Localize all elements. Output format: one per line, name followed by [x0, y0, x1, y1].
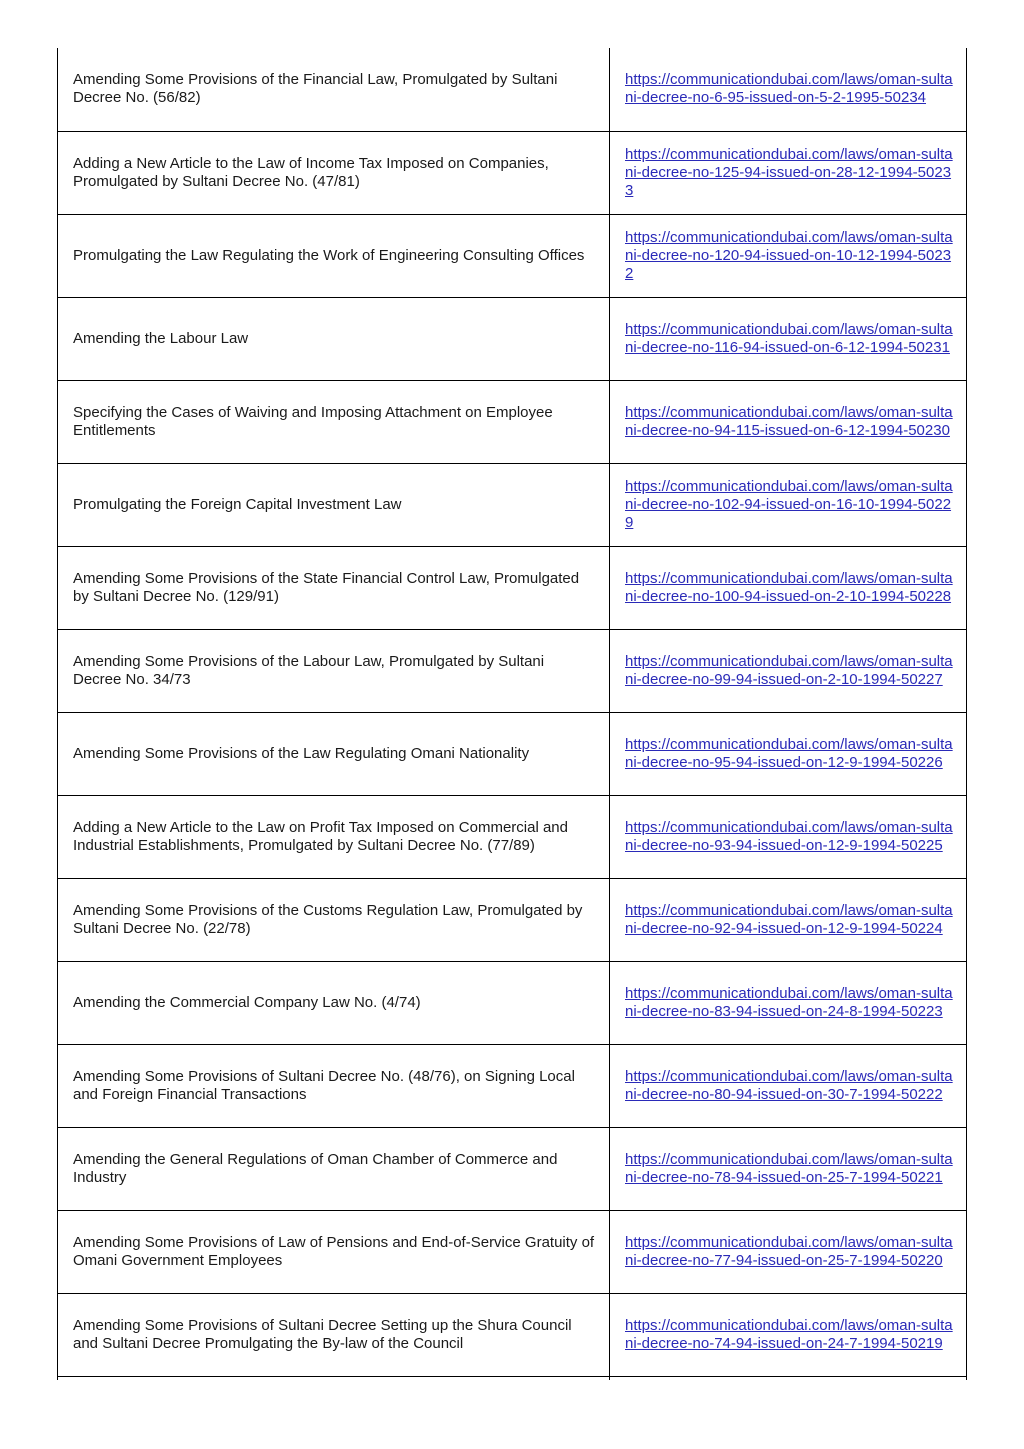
table-row — [58, 1127, 967, 1210]
decree-link-cell — [610, 878, 967, 961]
decree-link[interactable]: https://communicationdubai.com/laws/oman-sultani-decree-no-74-94-issued-on-24-7-1994-50219 — [625, 1316, 953, 1352]
decree-title: Promulgating the Foreign Capital Investment Law — [73, 495, 402, 513]
table-row — [58, 380, 967, 463]
decree-table-container — [57, 48, 966, 1380]
decree-link-cell — [610, 1210, 967, 1293]
table-row — [58, 297, 967, 380]
decree-title-cell — [58, 546, 610, 629]
table-row — [58, 878, 967, 961]
decree-table — [57, 48, 967, 1380]
decree-link-cell — [610, 1293, 967, 1376]
decree-link[interactable]: https://communicationdubai.com/laws/oman-sultani-decree-no-80-94-issued-on-30-7-1994-50222 — [625, 1067, 953, 1103]
table-row — [58, 131, 967, 214]
decree-link-cell — [610, 712, 967, 795]
decree-link[interactable]: https://communicationdubai.com/laws/oman-sultani-decree-no-99-94-issued-on-2-10-1994-50227 — [625, 652, 953, 688]
table-row — [58, 795, 967, 878]
table-row — [58, 629, 967, 712]
table-row — [58, 1044, 967, 1127]
table-row — [58, 1293, 967, 1376]
decree-title-cell — [58, 961, 610, 1044]
decree-title-cell — [58, 214, 610, 297]
decree-link[interactable]: https://communicationdubai.com/laws/oman-sultani-decree-no-116-94-issued-on-6-12-1994-50231 — [625, 320, 953, 356]
decree-title-cell — [58, 48, 610, 131]
decree-link-cell — [610, 546, 967, 629]
continuation-cell — [610, 1376, 967, 1380]
decree-title: Amending the General Regulations of Oman Chamber of Commerce and Industry — [73, 1150, 558, 1186]
decree-link-cell — [610, 795, 967, 878]
decree-title: Adding a New Article to the Law on Profit Tax Imposed on Commercial and Industrial Establishments, Promulgated by Sultani Decree No. (77/89) — [73, 818, 568, 854]
decree-title-cell — [58, 629, 610, 712]
decree-title-cell — [58, 878, 610, 961]
table-row — [58, 214, 967, 297]
table-row — [58, 48, 967, 131]
decree-title: Amending Some Provisions of the Law Regulating Omani Nationality — [73, 744, 530, 762]
decree-title: Adding a New Article to the Law of Income Tax Imposed on Companies, Promulgated by Sultani Decree No. (47/81) — [73, 154, 549, 190]
table-row — [58, 463, 967, 546]
decree-link[interactable]: https://communicationdubai.com/laws/oman-sultani-decree-no-120-94-issued-on-10-12-1994-50232 — [625, 228, 953, 282]
decree-link[interactable]: https://communicationdubai.com/laws/oman-sultani-decree-no-78-94-issued-on-25-7-1994-50221 — [625, 1150, 953, 1186]
table-row — [58, 546, 967, 629]
decree-title-cell — [58, 297, 610, 380]
decree-title: Specifying the Cases of Waiving and Imposing Attachment on Employee Entitlements — [73, 403, 553, 439]
decree-link-cell — [610, 297, 967, 380]
decree-link-cell — [610, 1127, 967, 1210]
decree-title-cell — [58, 131, 610, 214]
decree-title-cell — [58, 463, 610, 546]
decree-title: Amending Some Provisions of the Customs Regulation Law, Promulgated by Sultani Decree No. (22/78) — [73, 901, 583, 937]
decree-table-body — [58, 48, 967, 1380]
table-row — [58, 961, 967, 1044]
decree-title-cell — [58, 1210, 610, 1293]
decree-title-cell — [58, 1127, 610, 1210]
decree-title: Amending Some Provisions of the State Financial Control Law, Promulgated by Sultani Decree No. (129/91) — [73, 569, 580, 605]
decree-title: Amending Some Provisions of the Labour Law, Promulgated by Sultani Decree No. 34/73 — [73, 652, 545, 688]
decree-link-cell — [610, 629, 967, 712]
table-row — [58, 1210, 967, 1293]
decree-link-cell — [610, 961, 967, 1044]
continuation-cell — [58, 1376, 610, 1380]
decree-link[interactable]: https://communicationdubai.com/laws/oman-sultani-decree-no-94-115-issued-on-6-12-1994-50230 — [625, 403, 953, 439]
decree-title-cell — [58, 795, 610, 878]
decree-link-cell — [610, 131, 967, 214]
table-continuation-row — [58, 1376, 967, 1380]
decree-link[interactable]: https://communicationdubai.com/laws/oman-sultani-decree-no-77-94-issued-on-25-7-1994-50220 — [625, 1233, 953, 1269]
decree-link-cell — [610, 380, 967, 463]
decree-link-cell — [610, 214, 967, 297]
decree-title: Amending Some Provisions of the Financial Law, Promulgated by Sultani Decree No. (56/82) — [73, 71, 558, 107]
decree-title: Amending the Labour Law — [73, 329, 249, 347]
decree-title-cell — [58, 380, 610, 463]
decree-link-cell — [610, 463, 967, 546]
decree-link[interactable]: https://communicationdubai.com/laws/oman-sultani-decree-no-95-94-issued-on-12-9-1994-50226 — [625, 735, 953, 771]
decree-title-cell — [58, 1293, 610, 1376]
decree-link[interactable]: https://communicationdubai.com/laws/oman-sultani-decree-no-83-94-issued-on-24-8-1994-50223 — [625, 984, 953, 1020]
decree-link[interactable]: https://communicationdubai.com/laws/oman-sultani-decree-no-6-95-issued-on-5-2-1995-50234 — [625, 71, 953, 107]
decree-title: Amending the Commercial Company Law No. (4/74) — [73, 993, 421, 1011]
decree-title-cell — [58, 1044, 610, 1127]
decree-title: Amending Some Provisions of Sultani Decree No. (48/76), on Signing Local and Foreign Financial Transactions — [73, 1067, 575, 1103]
decree-link[interactable]: https://communicationdubai.com/laws/oman-sultani-decree-no-100-94-issued-on-2-10-1994-50228 — [625, 569, 953, 605]
table-row — [58, 712, 967, 795]
decree-title: Amending Some Provisions of Law of Pensions and End-of-Service Gratuity of Omani Government Employees — [73, 1233, 595, 1269]
decree-title: Promulgating the Law Regulating the Work of Engineering Consulting Offices — [73, 246, 585, 264]
decree-link[interactable]: https://communicationdubai.com/laws/oman-sultani-decree-no-92-94-issued-on-12-9-1994-50224 — [625, 901, 953, 937]
decree-title-cell — [58, 712, 610, 795]
decree-link[interactable]: https://communicationdubai.com/laws/oman-sultani-decree-no-125-94-issued-on-28-12-1994-50233 — [625, 145, 953, 199]
decree-link-cell — [610, 1044, 967, 1127]
decree-link[interactable]: https://communicationdubai.com/laws/oman-sultani-decree-no-102-94-issued-on-16-10-1994-50229 — [625, 477, 953, 531]
decree-link[interactable]: https://communicationdubai.com/laws/oman-sultani-decree-no-93-94-issued-on-12-9-1994-50225 — [625, 818, 953, 854]
decree-title: Amending Some Provisions of Sultani Decree Setting up the Shura Council and Sultani Decree Promulgating the By-law of the Council — [73, 1316, 572, 1352]
decree-link-cell — [610, 48, 967, 131]
